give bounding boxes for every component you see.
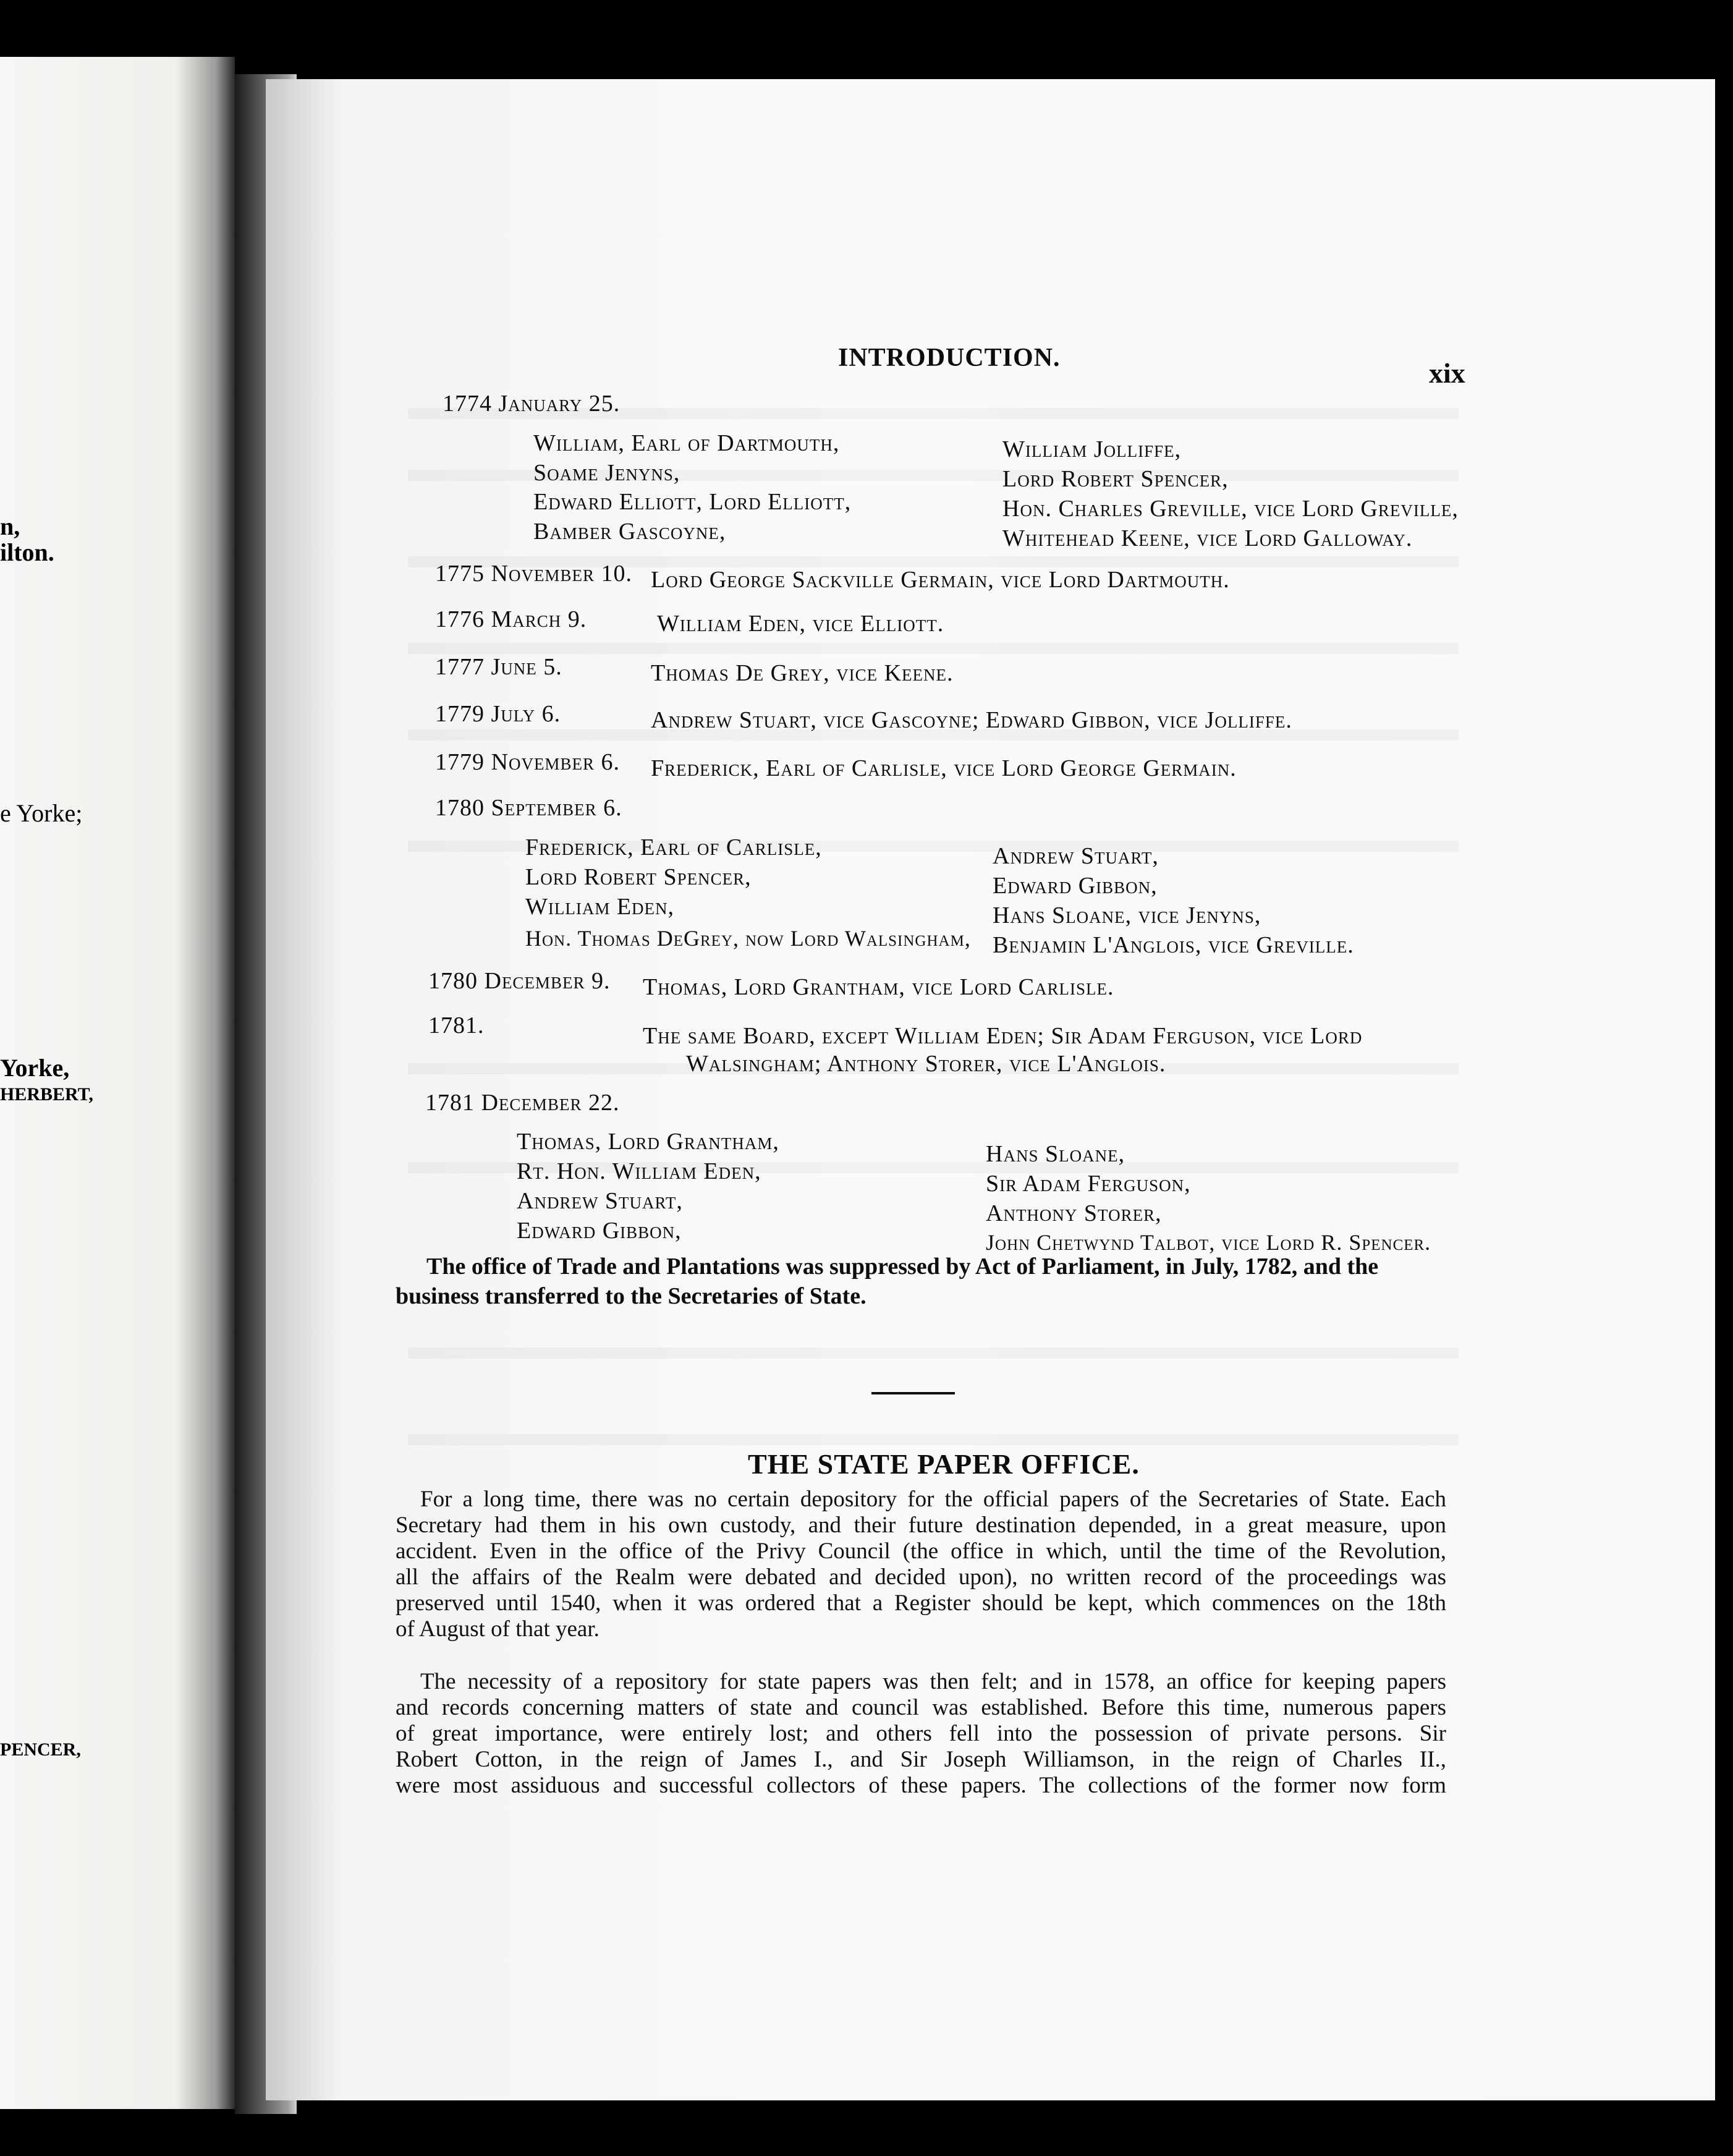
board-member: Andrew Stuart,	[993, 843, 1159, 869]
paragraph	[396, 1487, 1446, 1642]
paragraph-line: all the affairs of the Realm were debated and decided upon), no written record of the proceedings was	[396, 1564, 1446, 1590]
board-member: Anthony Storer,	[986, 1200, 1162, 1226]
entry-text: Andrew Stuart, vice Gascoyne; Edward Gibbon, vice Jolliffe.	[651, 707, 1292, 733]
section-divider	[871, 1392, 955, 1394]
entry-date: 1780 September 6.	[435, 795, 622, 821]
board-member: Hon. Thomas DeGrey, now Lord Walsingham,	[525, 926, 971, 951]
paragraph-line: preserved until 1540, when it was ordered that a Register should be kept, which commences on the 18th	[396, 1590, 1446, 1616]
closing-note: business transferred to the Secretaries of State.	[396, 1283, 866, 1309]
entry-date: 1779 November 6.	[435, 749, 620, 775]
left-page-fragment: n,	[0, 512, 20, 540]
board-member: John Chetwynd Talbot, vice Lord R. Spencer.	[986, 1230, 1431, 1255]
left-page-fragment: e Yorke;	[0, 799, 83, 827]
running-head: INTRODUCTION.	[838, 344, 1061, 372]
entry-text: Frederick, Earl of Carlisle, vice Lord George Germain.	[651, 755, 1237, 781]
board-member: Hans Sloane,	[986, 1141, 1125, 1167]
board-member: Lord Robert Spencer,	[525, 864, 752, 890]
paragraph-line: of August of that year.	[396, 1616, 600, 1642]
board-member: William, Earl of Dartmouth,	[533, 430, 840, 456]
section-title: THE STATE PAPER OFFICE.	[748, 1448, 1140, 1480]
entry-date: 1774 January 25.	[443, 391, 621, 417]
left-page-fragment: HERBERT,	[0, 1084, 93, 1105]
paragraph-line: were most assiduous and successful collectors of these papers. The collections of the former now form	[396, 1773, 1446, 1798]
paragraph-line: accident. Even in the office of the Privy Council (the office in which, until the time of the Revolution,	[396, 1538, 1446, 1564]
entry-date: 1780 December 9.	[428, 968, 611, 994]
entry-text: Thomas, Lord Grantham, vice Lord Carlisle.	[643, 974, 1114, 1000]
board-member: Edward Gibbon,	[993, 873, 1158, 899]
board-member: Edward Elliott, Lord Elliott,	[533, 489, 852, 515]
board-member: Benjamin L'Anglois, vice Greville.	[993, 932, 1354, 958]
paragraph	[396, 1669, 1446, 1799]
closing-note: The office of Trade and Plantations was suppressed by Act of Parliament, in July, 1782, and the	[426, 1254, 1379, 1280]
left-page-fragment: Yorke,	[0, 1054, 70, 1082]
board-member: Soame Jenyns,	[533, 460, 680, 486]
entry-text: Walsingham; Anthony Storer, vice L'Anglois.	[686, 1051, 1166, 1077]
left-page-fragment: PENCER,	[0, 1739, 81, 1760]
board-member: William Jolliffe,	[1002, 436, 1182, 462]
entry-text: Lord George Sackville Germain, vice Lord Dartmouth.	[651, 567, 1230, 593]
paragraph-line: Secretary had them in his own custody, and their future destination depended, in a great measure, upon	[396, 1513, 1446, 1538]
board-member: Frederick, Earl of Carlisle,	[525, 834, 822, 860]
entry-date: 1775 November 10.	[435, 561, 632, 587]
page-number: xix	[1429, 357, 1465, 389]
paragraph-line: The necessity of a repository for state papers was then felt; and in 1578, an office for keeping papers	[420, 1669, 1446, 1694]
entry-date: 1777 June 5.	[435, 654, 562, 680]
entry-text: William Eden, vice Elliott.	[657, 611, 944, 637]
paragraph-line: Robert Cotton, in the reign of James I., and Sir Joseph Williamson, in the reign of Charles II.,	[396, 1747, 1446, 1772]
board-member: Edward Gibbon,	[517, 1218, 682, 1244]
entry-text: Thomas De Grey, vice Keene.	[651, 660, 954, 686]
entry-text: The same Board, except William Eden; Sir Adam Ferguson, vice Lord	[643, 1023, 1363, 1049]
board-member: Whitehead Keene, vice Lord Galloway.	[1002, 525, 1413, 551]
board-member: Hon. Charles Greville, vice Lord Greville,	[1002, 496, 1459, 522]
board-member: Thomas, Lord Grantham,	[517, 1129, 779, 1155]
paragraph-line: of great importance, were entirely lost; and others fell into the possession of private persons. Sir	[396, 1721, 1446, 1746]
board-member: Sir Adam Ferguson,	[986, 1171, 1191, 1197]
board-member: Andrew Stuart,	[517, 1188, 683, 1214]
entry-date: 1779 July 6.	[435, 701, 561, 727]
entry-date: 1776 March 9.	[435, 606, 587, 632]
board-member: Rt. Hon. William Eden,	[517, 1158, 761, 1184]
paragraph-line: For a long time, there was no certain depository for the official papers of the Secretaries of State. Each	[420, 1487, 1446, 1512]
entry-date: 1781 December 22.	[425, 1090, 620, 1116]
entry-date: 1781.	[428, 1012, 485, 1038]
paragraph-line: and records concerning matters of state and council was established. Before this time, numerous papers	[396, 1695, 1446, 1720]
board-member: Lord Robert Spencer,	[1002, 466, 1229, 492]
board-member: William Eden,	[525, 894, 675, 920]
board-member: Bamber Gascoyne,	[533, 519, 726, 545]
left-page-fragment: ilton.	[0, 538, 54, 566]
board-member: Hans Sloane, vice Jenyns,	[993, 902, 1261, 928]
